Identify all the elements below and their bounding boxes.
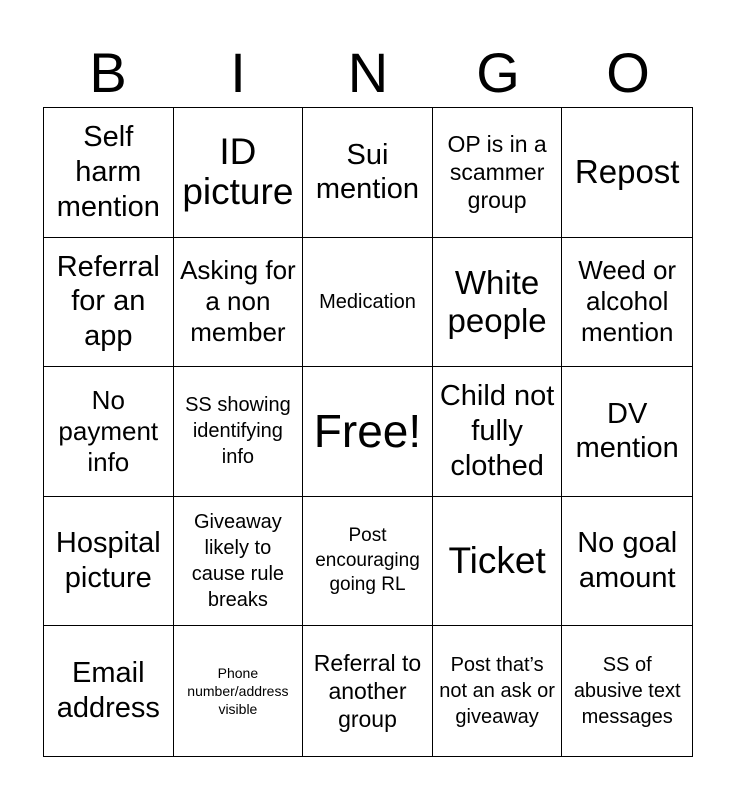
bingo-cell-r1c1[interactable]	[44, 108, 174, 238]
header-letter-o: O	[606, 41, 650, 104]
bingo-cell-text: Sui mention	[315, 138, 420, 206]
bingo-cell-r3c5[interactable]	[562, 367, 692, 497]
bingo-cell-text: Asking for a non member	[180, 255, 296, 348]
bingo-cell-r3c4[interactable]	[433, 367, 563, 497]
bingo-cell-text: SS of abusive text messages	[573, 654, 681, 729]
bingo-cell-text: Post encouraging going RL	[315, 525, 420, 596]
bingo-cell-r3c2[interactable]	[174, 367, 304, 497]
bingo-cell-text: Repost	[574, 153, 680, 191]
bingo-cell-text: SS showing identifying info	[185, 394, 291, 469]
bingo-cell-text: Self harm mention	[56, 121, 160, 223]
bingo-cell-text: White people	[447, 263, 547, 339]
bingo-cell-text: Phone number/address visible	[187, 664, 289, 718]
bingo-cell-text: Post that’s not an ask or giveaway	[439, 654, 555, 729]
bingo-cell-r5c4[interactable]	[433, 626, 563, 756]
bingo-cell-text: Child not fully clothed	[439, 380, 555, 482]
bingo-cell-r2c4[interactable]	[433, 238, 563, 368]
bingo-board	[43, 107, 693, 757]
bingo-cell-r4c4[interactable]	[433, 497, 563, 627]
bingo-cell-r2c1[interactable]	[44, 238, 174, 368]
bingo-cell-r5c2[interactable]	[174, 626, 304, 756]
bingo-cell-text: Free!	[313, 405, 422, 458]
header-letter-n: N	[347, 41, 389, 104]
bingo-cell-text: No payment info	[58, 384, 159, 478]
bingo-cell-r4c3[interactable]	[303, 497, 433, 627]
bingo-cell-text: Referral to another group	[313, 650, 422, 733]
bingo-cell-r1c2[interactable]	[174, 108, 304, 238]
bingo-cell-r5c3[interactable]	[303, 626, 433, 756]
header-letter-i: I	[230, 41, 246, 104]
bingo-cell-r5c1[interactable]	[44, 626, 174, 756]
bingo-cell-r5c5[interactable]	[562, 626, 692, 756]
bingo-cell-r2c5[interactable]	[562, 238, 692, 368]
bingo-cell-text: Giveaway likely to cause rule breaks	[191, 511, 285, 612]
bingo-cell-r4c2[interactable]	[174, 497, 304, 627]
bingo-cell-text: Medication	[319, 290, 416, 313]
bingo-cell-r1c4[interactable]	[433, 108, 563, 238]
bingo-cell-r1c3[interactable]	[303, 108, 433, 238]
bingo-cell-text: No goal amount	[577, 527, 678, 595]
bingo-cell-r4c5[interactable]	[562, 497, 692, 627]
bingo-cell-r2c2[interactable]	[174, 238, 304, 368]
header-letter-b: B	[89, 41, 127, 104]
header-letter-g: G	[476, 41, 520, 104]
bingo-header	[43, 38, 693, 108]
bingo-cell-text: OP is in a scammer group	[447, 131, 547, 214]
bingo-cell-text: Referral for an app	[56, 250, 160, 353]
bingo-cell-text: ID picture	[182, 130, 294, 213]
bingo-cell-text: DV mention	[575, 397, 679, 465]
bingo-cell-r2c3[interactable]	[303, 238, 433, 368]
bingo-cell-text: Ticket	[448, 539, 546, 581]
bingo-cell-r3c1[interactable]	[44, 367, 174, 497]
bingo-cell-r3c3 free-space[interactable]	[303, 367, 433, 497]
bingo-cell-text: Hospital picture	[55, 527, 161, 595]
bingo-cell-r1c5[interactable]	[562, 108, 692, 238]
bingo-cell-text: Email address	[56, 657, 160, 725]
bingo-cell-r4c1[interactable]	[44, 497, 174, 627]
bingo-cell-text: Weed or alcohol mention	[578, 255, 677, 348]
